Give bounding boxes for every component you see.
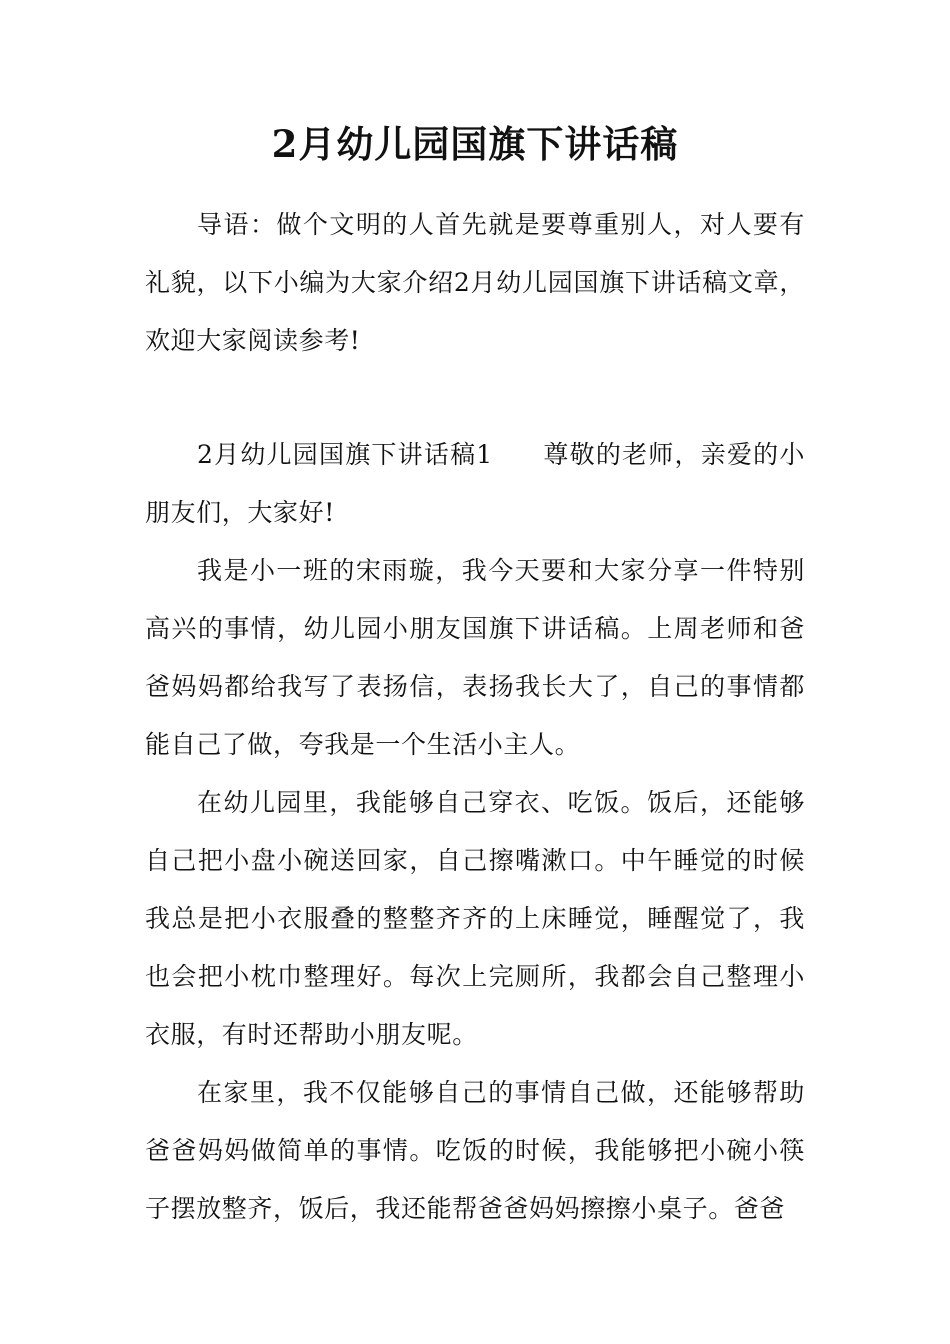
section-heading: 2月幼儿园国旗下讲话稿1	[197, 440, 493, 469]
body-paragraph-3: 在家里，我不仅能够自己的事情自己做，还能够帮助爸爸妈妈做简单的事情。吃饭的时候，我能够把小碗小筷子摆放整齐，饭后，我还能帮爸爸妈妈擦擦小桌子。爸爸	[145, 1078, 805, 1223]
paragraph-spacer	[145, 370, 805, 426]
section-opening-paragraph	[145, 426, 805, 542]
greeting-text: 尊敬的老师，亲爱的小朋友们，大家好!	[145, 440, 805, 527]
body-paragraph-2: 在幼儿园里，我能够自己穿衣、吃饭。饭后，还能够自己把小盘小碗送回家，自己擦嘴漱口。中午睡觉的时候我总是把小衣服叠的整整齐齐的上床睡觉，睡醒觉了，我也会把小枕巾整理好。每次上完厕所，我都会自己整理小衣服，有时还帮助小朋友呢。	[145, 788, 805, 1049]
intro-paragraph: 导语：做个文明的人首先就是要尊重别人，对人要有礼貌，以下小编为大家介绍2月幼儿园国旗下讲话稿文章，欢迎大家阅读参考!	[145, 210, 805, 355]
document-title: 2月幼儿园国旗下讲话稿	[271, 122, 679, 166]
body-paragraph-1: 我是小一班的宋雨璇，我今天要和大家分享一件特别高兴的事情，幼儿园小朋友国旗下讲话稿。上周老师和爸爸妈妈都给我写了表扬信，表扬我长大了，自己的事情都能自己了做，夸我是一个生活小主人。	[145, 556, 805, 759]
